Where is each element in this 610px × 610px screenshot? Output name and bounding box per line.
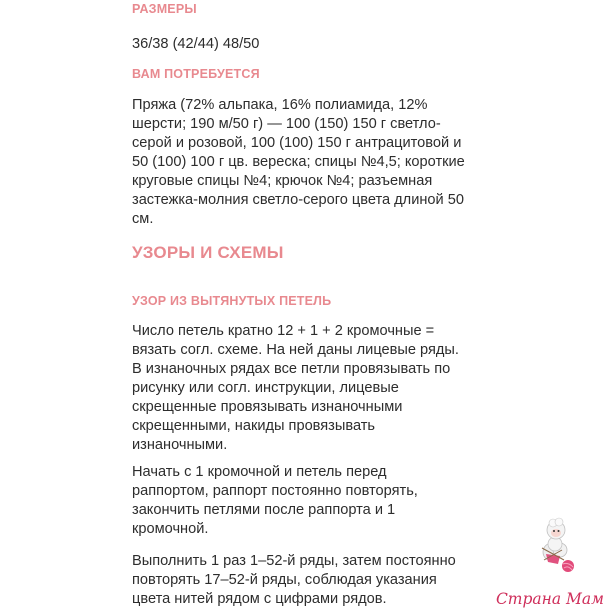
paragraph-line: скрещенными, накиды провязывать bbox=[132, 418, 376, 434]
paragraph-line: изнаночными. bbox=[132, 437, 228, 453]
drop-stitch-paragraph-3 bbox=[132, 552, 477, 609]
paragraph-line: Начать с 1 кромочной и петель перед bbox=[132, 464, 387, 480]
materials-line: см. bbox=[132, 211, 154, 227]
materials-line: шерсти; 190 м/50 г) — 100 (150) 150 г светло- bbox=[132, 116, 441, 132]
drop-stitch-paragraph-2 bbox=[132, 463, 477, 539]
paragraph-line: скрещенные провязывать изнаночными bbox=[132, 399, 403, 415]
paragraph-line: повторять 17–52-й ряды, соблюдая указания bbox=[132, 572, 437, 588]
sizes-value: 36/38 (42/44) 48/50 bbox=[132, 36, 260, 52]
materials-line: Пряжа (72% альпака, 16% полиамида, 12% bbox=[132, 97, 428, 113]
materials-line: круговые спицы №4; крючок №4; разъемная bbox=[132, 173, 433, 189]
paragraph-line: В изнаночных рядах все петли провязывать по bbox=[132, 361, 451, 377]
paragraph-line: вязать согл. схеме. На ней даны лицевые ряды. bbox=[132, 342, 459, 358]
drop-stitch-paragraph-1 bbox=[132, 322, 477, 455]
sizes-text bbox=[132, 35, 477, 54]
paragraph-line: цвета нитей рядом с цифрами рядов. bbox=[132, 591, 387, 607]
drop-stitch-heading: УЗОР ИЗ ВЫТЯНУТЫХ ПЕТЕЛЬ bbox=[132, 294, 332, 308]
patterns-heading: УЗОРЫ И СХЕМЫ bbox=[132, 243, 284, 262]
paragraph-line: Число петель кратно 12 + 1 + 2 кромочные = bbox=[132, 323, 435, 339]
materials-line: застежка-молния светло-серого цвета длиной 50 bbox=[132, 192, 464, 208]
watermark-text: Страна Мам bbox=[495, 590, 604, 608]
materials-line: 50 (100) 100 г цв. вереска; спицы №4,5; короткие bbox=[132, 154, 465, 170]
paragraph-line: Выполнить 1 раз 1–52-й ряды, затем постоянно bbox=[132, 553, 456, 569]
paragraph-line: кромочной. bbox=[132, 521, 209, 537]
paragraph-line: рисунку или согл. инструкции, лицевые bbox=[132, 380, 399, 396]
sizes-heading: РАЗМЕРЫ bbox=[132, 2, 197, 16]
materials-line: серой и розовой, 100 (100) 150 г антрацитовой и bbox=[132, 135, 462, 151]
paragraph-line: раппортом, раппорт постоянно повторять, bbox=[132, 483, 418, 499]
materials-text bbox=[132, 96, 477, 229]
paragraph-line: закончить петлями после раппорта и 1 bbox=[132, 502, 396, 518]
sheep-logo-icon bbox=[538, 512, 578, 574]
materials-heading: ВАМ ПОТРЕБУЕТСЯ bbox=[132, 67, 260, 81]
